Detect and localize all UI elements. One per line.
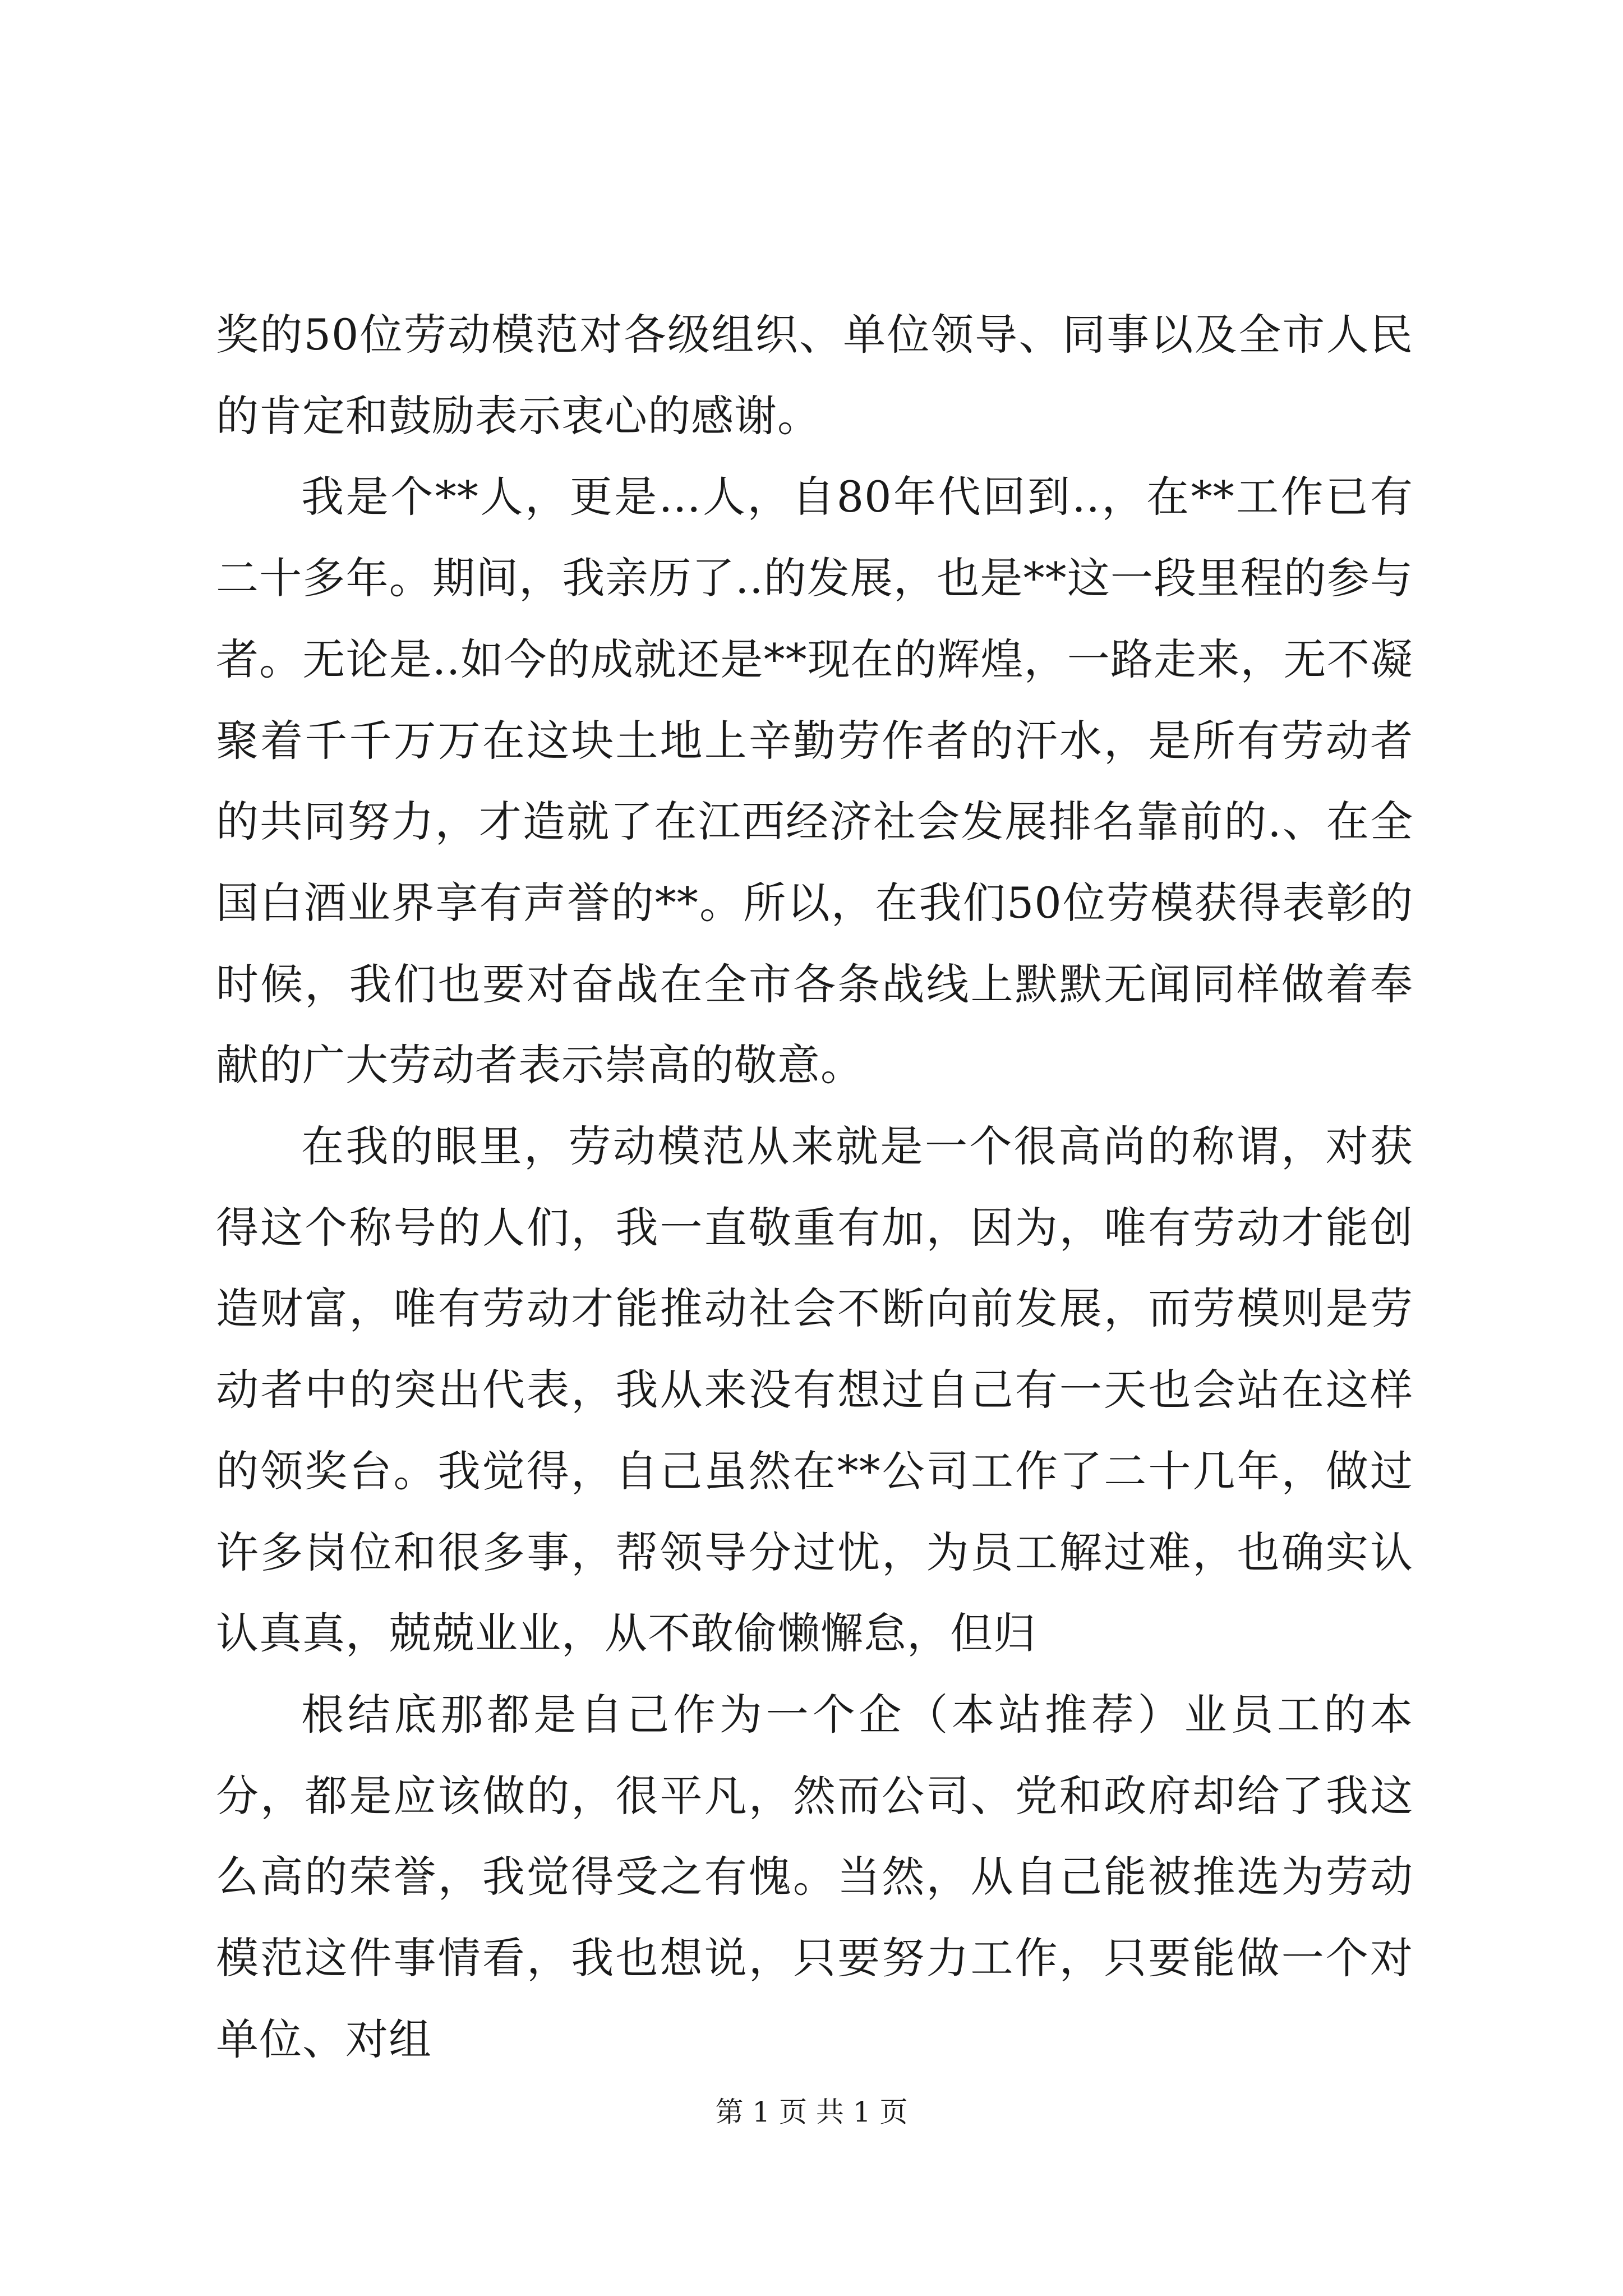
page-number-footer: 第 1 页 共 1 页 (715, 2096, 908, 2128)
paragraph-1: 奖的50位劳动模范对各级组织、单位领导、同事以及全市人民的肯定和鼓励表示衷心的感谢。 (216, 310, 1413, 441)
document-body (216, 295, 1413, 2080)
paragraph-3: 在我的眼里，劳动模范从来就是一个很高尚的称谓，对获得这个称号的人们，我一直敬重有加，因为，唯有劳动才能创造财富，唯有劳动才能推动社会不断向前发展，而劳模则是劳动者中的突出代表，我从来没有想过自己有一天也会站在这样的领奖台。我觉得，自己虽然在**公司工作了二十几年，做过许多岗位和很多事，帮领导分过忧，为员工解过难，也确实认认真真，兢兢业业，从不敢偷懒懈怠，但归 (216, 1121, 1413, 1659)
paragraph-2: 我是个**人，更是...人，自80年代回到..，在**工作已有二十多年。期间，我亲历了..的发展，也是**这一段里程的参与者。无论是..如今的成就还是**现在的辉煌，一路走来，无不凝聚着千千万万在这块土地上辛勤劳作者的汗水，是所有劳动者的共同努力，才造就了在江西经济社会发展排名靠前的.、在全国白酒业界享有声誉的**。所以，在我们50位劳模获得表彰的时候，我们也要对奋战在全市各条战线上默默无闻同样做着奉献的广大劳动者表示崇高的敬意。 (216, 472, 1413, 1091)
paragraph-4: 根结底那都是自己作为一个企（本站推荐）业员工的本分，都是应该做的，很平凡，然而公司、党和政府却给了我这么高的荣誉，我觉得受之有愧。当然，从自己能被推选为劳动模范这件事情看，我也想说，只要努力工作，只要能做一个对单位、对组 (216, 1689, 1413, 2064)
